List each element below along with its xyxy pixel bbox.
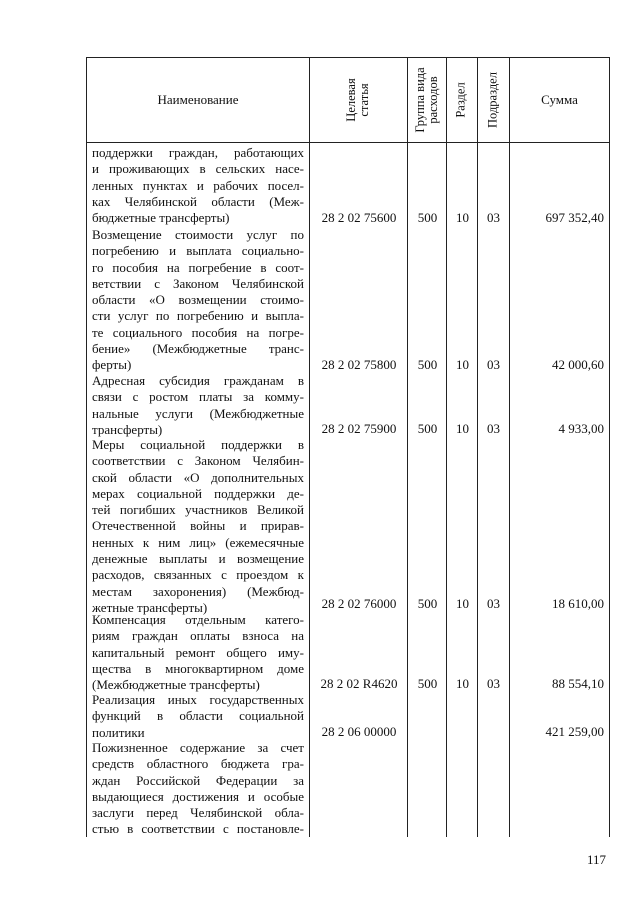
description-line: связи с ростом платы за комму-	[92, 389, 304, 405]
table-right-border	[609, 57, 610, 837]
row-description	[92, 145, 304, 226]
column-divider-code	[309, 57, 310, 837]
description-line: средств областного бюджета гра-	[92, 756, 304, 772]
column-divider-group	[407, 57, 408, 837]
header-amount: Сумма	[541, 91, 578, 107]
row-description	[92, 612, 304, 693]
page-number: 117	[586, 852, 606, 867]
description-line: тей погибших участников Великой	[92, 502, 304, 518]
description-line: бюджетные трансферты)	[92, 210, 230, 226]
row-section: 10	[456, 357, 469, 372]
description-line: политики	[92, 724, 145, 740]
row-amount: 4 933,00	[558, 421, 604, 436]
row-code: 28 2 02 75900	[321, 421, 397, 436]
row-subsection: 03	[487, 421, 500, 436]
row-amount: 18 610,00	[552, 596, 604, 611]
description-line: жетные трансферты)	[92, 599, 208, 615]
description-line: сти услуг по погребению и выпла-	[92, 308, 304, 324]
description-line: выдающиеся достижения и особые	[92, 788, 304, 804]
column-divider-section	[446, 57, 447, 837]
row-subsection: 03	[487, 210, 500, 225]
row-subsection: 03	[487, 596, 500, 611]
description-line: Адресная субсидия гражданам в	[92, 373, 304, 388]
description-line: ненных к ним лиц» (ежемесячные	[92, 534, 304, 550]
description-line: функций в области социальной	[92, 708, 304, 724]
row-section: 10	[456, 210, 469, 225]
description-line: те социального пособия на погре-	[92, 324, 304, 340]
description-line: ферты)	[92, 357, 132, 373]
column-divider-amount	[509, 57, 510, 837]
header-code	[345, 78, 371, 121]
description-line: и проживающих в сельских насе-	[92, 161, 304, 177]
description-line: Компенсация отдельным катего-	[92, 612, 304, 627]
row-description	[92, 692, 304, 741]
row-description	[92, 227, 304, 374]
row-group: 500	[417, 210, 438, 225]
row-description	[92, 740, 304, 838]
description-line: мерах социальной поддержки де-	[92, 485, 304, 501]
header-group-line1: Группа вида	[413, 67, 427, 133]
description-line: щества в многоквартирном доме	[92, 660, 304, 676]
description-line: ках Челябинской области (Меж-	[92, 193, 304, 209]
description-line: Пожизненное содержание за счет	[92, 740, 304, 755]
description-line: Возмещение стоимости услуг по	[92, 227, 304, 242]
row-code: 28 2 02 R4620	[320, 676, 398, 691]
row-group: 500	[417, 676, 438, 691]
description-line: соответствии с Законом Челябин-	[92, 453, 304, 469]
row-description	[92, 373, 304, 438]
row-section: 10	[456, 596, 469, 611]
row-subsection: 03	[487, 357, 500, 372]
description-line: ской области «О дополнительных	[92, 469, 304, 485]
row-code: 28 2 02 75600	[321, 210, 397, 225]
row-group: 500	[417, 596, 438, 611]
row-group: 500	[417, 357, 438, 372]
description-line: трансферты)	[92, 421, 163, 437]
description-line: риям граждан оплаты взноса на	[92, 628, 304, 644]
row-subsection: 03	[487, 676, 500, 691]
row-section: 10	[456, 676, 469, 691]
header-subsection: Подраздел	[485, 72, 500, 128]
description-line: го пособия на погребение в соот-	[92, 259, 304, 275]
description-line: капитальный ремонт общего иму-	[92, 644, 304, 660]
row-amount: 42 000,60	[552, 357, 604, 372]
description-line: нальные услуги (Межбюджетные	[92, 405, 304, 421]
description-line: Меры социальной поддержки в	[92, 437, 304, 452]
description-line: заслуги перед Челябинской обла-	[92, 805, 304, 821]
row-section: 10	[456, 421, 469, 436]
row-group: 500	[417, 421, 438, 436]
description-line: ждан Российской Федерации за	[92, 772, 304, 788]
description-line: Реализация иных государственных	[92, 692, 304, 707]
description-line: стью в соответствии с постановле-	[92, 821, 304, 837]
row-code: 28 2 02 75800	[321, 357, 397, 372]
header-section: Раздел	[453, 82, 468, 118]
row-amount: 421 259,00	[545, 724, 604, 739]
description-line: Отечественной войны и прирав-	[92, 518, 304, 534]
table-header-bottom-border	[86, 142, 610, 143]
header-group	[414, 67, 440, 132]
column-divider-subsection	[477, 57, 478, 837]
row-amount: 697 352,40	[545, 210, 604, 225]
description-line: поддержки граждан, работающих	[92, 145, 304, 160]
header-code-line1: Целевая	[344, 78, 358, 122]
description-line: расходов, связанных с проездом к	[92, 567, 304, 583]
row-code: 28 2 02 76000	[321, 596, 397, 611]
description-line: ветствии с Законом Челябинской	[92, 275, 304, 291]
table-left-border	[86, 57, 87, 837]
description-line: бение» (Межбюджетные транс-	[92, 341, 304, 357]
header-group-line2: расходов	[426, 76, 440, 124]
description-line: области «О возмещении стоимо-	[92, 292, 304, 308]
description-line: денежные выплаты и возмещение	[92, 551, 304, 567]
row-description	[92, 437, 304, 616]
row-code: 28 2 06 00000	[321, 724, 397, 739]
description-line: погребению и выплата социально-	[92, 243, 304, 259]
row-amount: 88 554,10	[552, 676, 604, 691]
description-line: местам захоронения) (Межбюд-	[92, 583, 304, 599]
description-line: (Межбюджетные трансферты)	[92, 677, 260, 693]
header-name: Наименование	[157, 91, 239, 107]
description-line: ленных пунктах и рабочих посел-	[92, 177, 304, 193]
header-code-line2: статья	[357, 83, 371, 117]
